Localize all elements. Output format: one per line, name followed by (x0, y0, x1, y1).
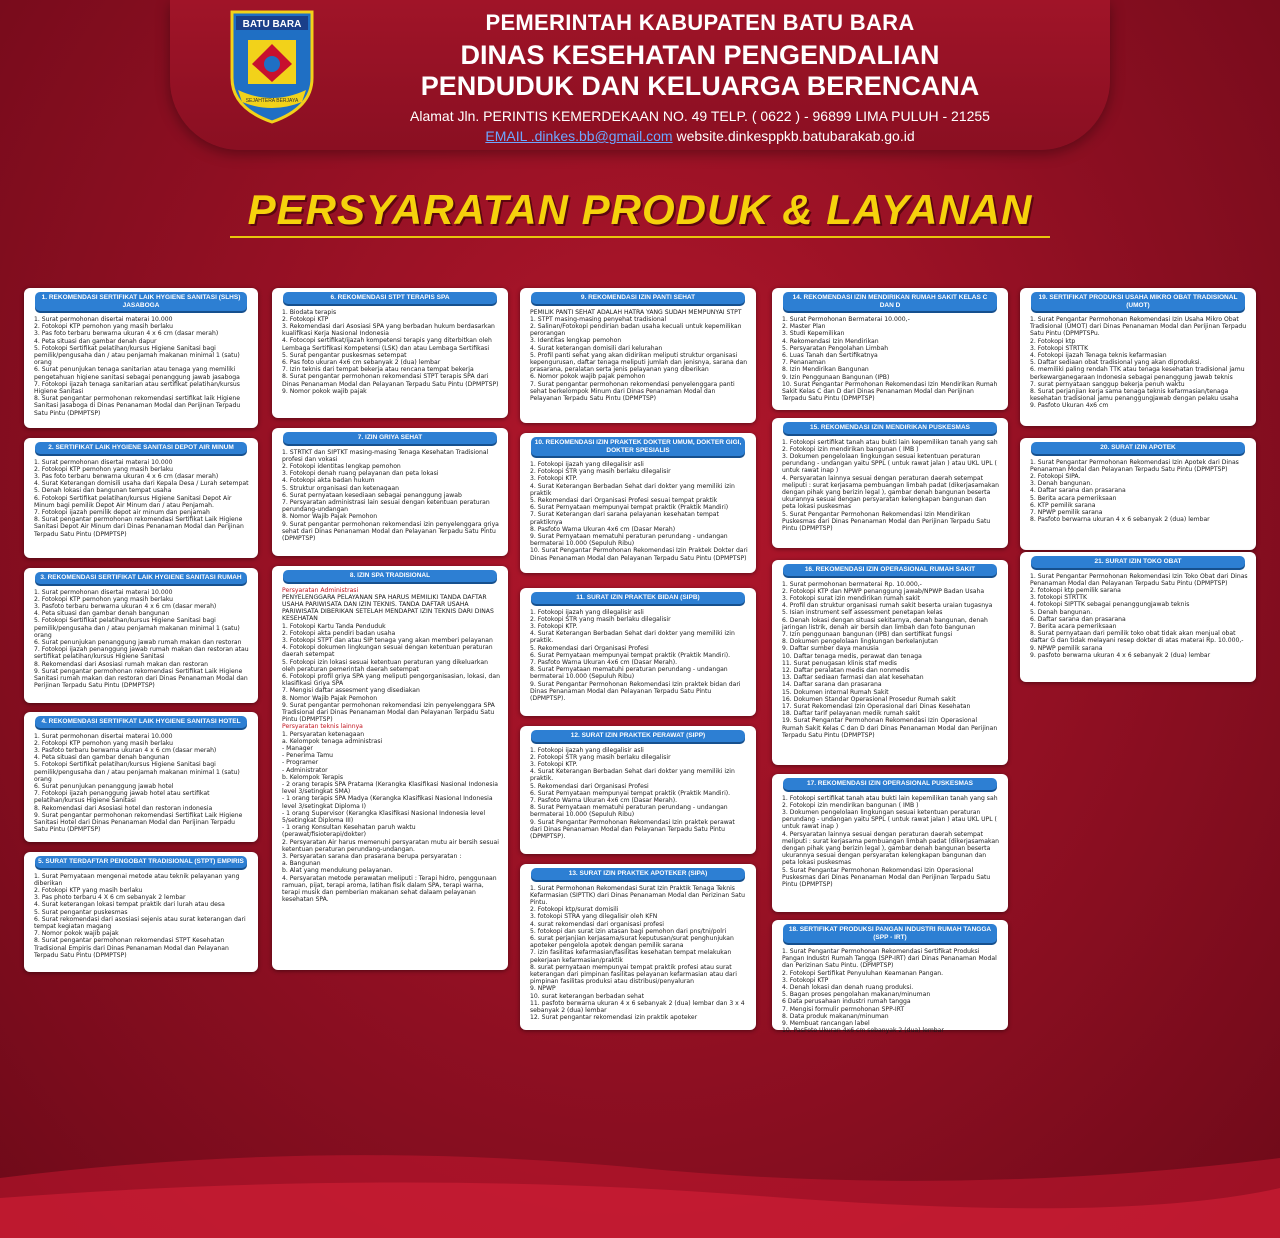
requirement-item: 6. Surat pernyataan kesediaan sebagai penanggung jawab (282, 491, 462, 499)
requirement-item: 1. Surat Permohonan Bermaterai 10.000,- (782, 316, 910, 323)
requirement-item: 8. Surat pengantar permohonan rekomendasi sertifikat laik Higiene Sanitasi Jasaboga di Dinas Penanaman Modal dan Perijinan Terpadu Satu Pintu (DPMPTSP) (34, 395, 241, 417)
requirement-item: 3. Pasfoto terbaru berwarna ukuran 4 x 6 cm (dasar merah) (34, 602, 217, 610)
card-requirements (272, 447, 508, 547)
requirement-item: 11. Surat penugasan klinis staf medis (782, 659, 897, 667)
requirement-item: - Administrator (282, 766, 328, 774)
requirement-item: a. Kelompok tenaga administrasi (282, 737, 383, 745)
card-requirements (520, 883, 756, 1026)
requirement-item: Persyaratan Administrasi (282, 586, 359, 594)
requirement-item: 16. Dokumen Standar Operasional Prosedur Rumah sakit (782, 695, 956, 703)
requirement-item: 2. Fotokopi STR yang masih berlaku dilegalisir (530, 615, 671, 623)
card-title: 17. REKOMENDASI IZIN OPERASIONAL PUSKESMAS (783, 778, 997, 790)
card-requirements (24, 314, 258, 421)
requirement-item: 9. NPWP (530, 985, 556, 993)
requirement-item: 4. Persyaratan lainnya sesuai dengan peraturan daerah setempat meliputi : surat kerjasama pembuangan limbah padat (dikerjasamakan dengan pihak yang berizin legal ), gambar denah bangunan beserta ukurannya sesuai dengan persyaratan kelengkapan bangunan dan peta lokasi puskesmas (782, 474, 999, 511)
card-requirements (272, 585, 508, 908)
requirement-item: 3. Fotokopi KTP. (530, 760, 578, 768)
card-15 (772, 418, 1008, 548)
requirement-item: 1. Fotokopi ijazah yang dilegalisir asli (530, 461, 644, 468)
requirement-item: - 2 orang terapis SPA Pratama (Kerangka Klasifikasi Nasional Indonesia level 3/setingkat SMA) (282, 780, 498, 796)
requirement-item: 5. Surat pengantar puskesmas (34, 908, 128, 916)
card-title: 10. REKOMENDASI IZIN PRAKTEK DOKTER UMUM, DOKTER GIGI, DOKTER SPESIALIS (531, 437, 745, 456)
card-title: 18. SERTIFIKAT PRODUKSI PANGAN INDUSTRI RUMAH TANGGA (SPP - IRT) (783, 924, 997, 943)
requirement-item: 2. Fotokopi KTP pemohon yang masih berlaku (34, 323, 174, 331)
requirement-item: 2. fotokopi ktp pemilik sarana (1030, 586, 1121, 594)
card-requirements (772, 793, 1008, 893)
requirement-item: 10. surat keterangan berbadan sehat (530, 992, 644, 1000)
requirement-item: 8. Data produk makanan/minuman (782, 1012, 889, 1020)
requirement-item: 7. Pasfoto Warna Ukuran 4x6 cm (Dasar Merah). (530, 658, 678, 666)
requirement-item: 8. Surat Pernyataan mematuhi peraturan perundang - undangan bermaterai 10.000 (Sepuluh Ribu) (530, 804, 728, 819)
requirement-item: 3. fotokopi STRTTK (1030, 594, 1087, 602)
requirement-item: - 1 orang Supervisor (Kerangka Klasifikasi Nasional Indonesia level 5/setingkat Diploma III) (282, 809, 486, 824)
requirement-item: 7. NPWP pemilik sarana (1030, 508, 1103, 516)
card-requirements (772, 437, 1008, 537)
card-title: 12. SURAT IZIN PRAKTEK PERAWAT (SIPP) (531, 730, 745, 742)
requirement-item: 6. Daftar sarana dan prasarana (1030, 615, 1126, 623)
requirement-item: 8. Dokumen pengelolaan lingkungan berkelanjutan (782, 638, 938, 646)
requirement-item: a. Bangunan (282, 860, 321, 868)
requirement-item: 6. Surat penunjukan penanggung jawab hotel (34, 782, 174, 790)
requirement-item: 2. Fotokopi KTP dan NPWP penanggung jawab/NPWP Badan Usaha (782, 587, 985, 595)
card-title: 16. REKOMENDASI IZIN OPERASIONAL RUMAH SAKIT (783, 564, 997, 576)
card-title: 2. SERTIFIKAT LAIK HYGIENE SANITASI DEPOT AIR MINUM (35, 442, 247, 454)
card-requirements (1020, 314, 1256, 414)
requirement-item: 6. Pas foto ukuran 4x6 cm sebanyak 2 (dua) lembar (282, 358, 441, 366)
requirement-item: 7. surat pernyataan sanggup bekerja penuh waktu (1030, 380, 1185, 388)
requirement-item: 17. Surat Rekomendasi Izin Operasional dari Dinas Kesehatan (782, 702, 971, 710)
requirement-item: 15. Dokumen internal Rumah Sakit (782, 688, 889, 696)
requirement-item: 1. Surat Pengantar Permohonan Rekomendasi Izin Toko Obat dari Dinas Penanaman Modal dan Pelayanan Terpadu Satu Pintu (DPMPTSP) (1030, 572, 1248, 587)
requirement-item: b. Kelompok Terapis (282, 773, 344, 781)
requirement-item: 6. Surat rekomendasi dari asosiasi sejenis atau surat keterangan dari tempat kegiatan magang (34, 915, 246, 930)
requirement-item: 7. Fotokopi ijazah tenaga sanitarian atau sertifikat pelatihan/kursus Higiene Sanitasi (34, 380, 240, 396)
requirement-item: 8. Nomor Wajib Pajak Pemohon (282, 513, 378, 521)
requirement-item: 8. Izin Mendirikan Bangunan (782, 366, 869, 374)
requirement-item: 1. Surat permohonan bermaterai Rp. 10.000,- (782, 580, 922, 588)
requirement-item: 9. pasfoto berwarna ukuran 4 x 6 sebanyak 2 (dua) lembar (1030, 651, 1211, 659)
requirement-item: 5. Persyaratan Pengolahan Limbah (782, 344, 889, 352)
card-1 (24, 288, 258, 428)
requirement-item: 6. Fotokopi Sertifikat pelatihan/kursus Higiene Sanitasi Depot Air Minum bagi pemilik Depot Air Minum dan / atau Penjamah. (34, 494, 232, 509)
card-requirements (520, 745, 756, 845)
requirement-item: 9. NPWP pemilik sarana (1030, 644, 1103, 652)
requirement-item: 10. Daftar tenaga medis, perawat dan tenaga (782, 652, 922, 660)
requirement-item: 2. Fotokopi KTP (282, 315, 329, 323)
requirement-item: - Manager (282, 744, 313, 752)
requirement-item: PEMILIK PANTI SEHAT ADALAH HATRA YANG SUDAH MEMPUNYAI STPT (530, 308, 742, 316)
requirement-item: 8. Rekomendasi dari Asosiasi hotel dan restoran indonesia (34, 804, 213, 812)
requirement-item: 1. Surat Pengantar Permohonan Rekomendasi Sertifikat Produksi Pangan Industri Rumah Tangga (SPP-IRT) dari Dinas Penanaman Modal dan Perizinan Satu Pintu. (DPMPTSP) (782, 948, 997, 970)
requirement-item: 1. Fotokopi sertifikat tanah atau bukti lain kepemilikan tanah yang sah (782, 794, 998, 802)
card-requirements (1020, 457, 1256, 528)
requirement-item: 6. Surat Pernyataan mempunyai tempat praktik (Praktik Mandiri) (530, 504, 729, 512)
requirement-item: 9. Pasfoto Ukuran 4x6 cm (1030, 402, 1109, 410)
requirement-item: 1. Surat Permohonan Rekomendasi Surat Izin Praktik Tenaga Teknis Kefarmasian (SIPTTK) dari Dinas Penanaman Modal dan Perizinan Satu Pintu. (530, 884, 746, 906)
requirement-item: 2. Master Plan (782, 323, 826, 331)
requirement-item: 2. Fotokopi STR yang masih berlaku dilegalisir (530, 468, 671, 476)
requirement-item: 9. Nomor pokok wajib pajak (282, 387, 367, 395)
requirement-item: 6. Surat Pernyataan mempunyai tempat praktik (Praktik Mandiri). (530, 789, 731, 797)
requirement-item: 4. Fotokopi akta badan hukum (282, 477, 375, 485)
requirement-item: 3. Pas foto terbaru berwarna ukuran 4 x 6 cm (dasar merah) (34, 472, 219, 480)
requirement-item: 11. pasfoto berwarna ukuran 4 x 6 sebanyak 2 (dua) lembar dan 3 x 4 sebanyak 2 (dua) lembar (530, 999, 745, 1014)
requirement-item: 18. Daftar tarif pelayanan medik rumah sakit (782, 710, 920, 718)
svg-text:BATU BARA: BATU BARA (242, 19, 302, 30)
requirement-item: 7. Pasfoto Warna Ukuran 4x6 cm (Dasar Merah). (530, 796, 678, 804)
requirement-item: 3. Fotokopi STPT dan atau SIP tenaga yang akan memberi pelayanan (282, 636, 493, 644)
requirement-item: 9. Surat pengantar permohonan rekomendasi izin penyelenggara griya sehat dari Dinas Penanaman Modal dan Pelayanan Terpadu Satu Pintu (DPMPTSP) (282, 520, 499, 542)
decorative-wave (0, 1118, 1280, 1238)
card-requirements (24, 731, 258, 838)
requirement-item: 12. Surat pengantar rekomendasi izin praktik apoteker (530, 1014, 698, 1022)
header-address: Alamat Jln. PERINTIS KEMERDEKAAN NO. 49 TELP. ( 0622 ) - 96899 LIMA PULUH - 21255 (410, 108, 990, 124)
requirement-item: 7. Berita acara pemeriksaan (1030, 622, 1117, 630)
requirement-item: 10. Surat Pengantar Permohonan Rekomendasi Izin Mendirikan Rumah Sakit Kelas C dan D dari Dinas Penanaman Modal dan Perijinan Terpadu Satu Pintu (DPMPTSP) (782, 380, 998, 403)
requirement-item: 9. Surat Pengantar Permohonan Rekomendasi Izin praktek perawat dari Dinas Penanaman Modal dan Pelayanan Terpadu Satu Pintu (DPMPTSP). (530, 818, 735, 840)
card-title: 15. REKOMENDASI IZIN MENDIRIKAN PUSKESMAS (783, 422, 997, 434)
requirement-item: 5. Struktur organisasi dan ketenagaan (282, 484, 399, 492)
card-title: 20. SURAT IZIN APOTEK (1031, 442, 1245, 454)
card-title: 7. IZIN GRIYA SEHAT (283, 432, 497, 444)
requirement-item: 5. Fotokopi Sertifikat pelatihan/kursus Higiene Sanitasi bagi pemilik/pengusaha dan / atau penjamah makanan minimal 1 (satu) orang (34, 761, 240, 783)
requirement-item: 4. Persyaratan metode perawatan meliputi : Terapi hidro, penggunaan ramuan, pijat, terapi aroma, latihan fisik dalam SPA, terapi warna, terapi musik dan pemberian makanan sehat dalaam pelayanan kesehatan SPA. (282, 874, 497, 904)
card-title: 11. SURAT IZIN PRAKTEK BIDAN (SIPB) (531, 592, 745, 604)
requirement-item: 5. Berita acara pemeriksaan (1030, 494, 1117, 502)
requirement-item: 3. Fotokopi KTP. (530, 622, 578, 630)
header-contact (380, 128, 1020, 144)
requirement-item: 9. Surat pengantar permohonan rekomendasi izin penyelenggara SPA Tradisional dari Dinas Penanaman Modal dan Pelayanan Terpadu Satu Pintu (DPMPTSP) (282, 701, 495, 724)
requirement-item: 2. Fotokopi ktp (1030, 337, 1076, 345)
header-agency-name (400, 40, 1000, 102)
requirement-item: 5. Surat Pengantar Permohonan Rekomendasi Izin Operasional Puskesmas dari Dinas Penanaman Modal dan Perijinan Terpadu Satu Pintu (DPMPTSP) (782, 866, 991, 888)
requirement-item: 5. Surat pengantar puskesmas setempat (282, 351, 407, 359)
requirement-item: 7. Izin teknis dari tempat bekerja atau rencana tempat bekerja (282, 366, 474, 374)
requirement-item: 5. Denah bangunan. (1030, 608, 1093, 616)
requirement-item: 1. Fotokopi ijazah yang dilegalisir asli (530, 608, 644, 616)
requirement-item: 6 Data perusahaan industri rumah tangga (782, 998, 911, 1006)
requirement-item: 13. Daftar sediaan farmasi dan alat kesehatan (782, 674, 924, 682)
card-title: 3. REKOMENDASI SERTIFIKAT LAIK HYGIENE SANITASI RUMAH (35, 572, 247, 584)
requirement-item: 4. surat rekomendasi dari organisasi profesi (530, 920, 664, 928)
requirement-item: 5. Fotokopi Sertifikat pelatihan/kursus Higiene Sanitasi bagi pemilik/pengusaha dan / atau penjamah makanan minimal 1 (satu) orang (34, 617, 240, 639)
requirement-item: 2. Fotokopi izin mendirikan bangunan ( IMB ) (782, 801, 919, 809)
card-14 (772, 288, 1008, 410)
card-title: 6. REKOMENDASI STPT TERAPIS SPA (283, 292, 497, 304)
requirement-item: 4. Peta situasi dan gambar denah dapur (34, 337, 157, 345)
requirement-item: 5. Rekomendasi dari Organisasi Profesi (530, 782, 649, 790)
requirement-item: 3. Fotokopi KTP (782, 976, 829, 984)
requirement-item: 5. Denah lokasi dan bangunan tempat usaha (34, 487, 172, 495)
requirement-item: 1. Surat Pernyataan mengenai metode atau teknik pelayanan yang diberikan (34, 872, 240, 887)
requirement-item: 3. Dokumen pengelolaan lingkungan sesuai ketentuan peraturan perundang - undangan yaitu SPPL ( untuk rawat jalan ) atau UKL UPL ( untuk rawat inap ) (782, 452, 997, 475)
requirement-item: - Penerima Tamu (282, 752, 334, 760)
requirement-item: 7. Fotokopi ijazah penanggung jawab rumah makan dan restoran atau sertifikat pelatihan/kursus Higiene Sanitasi (34, 646, 249, 661)
requirement-item: 2. Fotokopi identitas lengkap pemohon (282, 462, 401, 470)
requirement-item: 1. Surat permohonan disertai materai 10.000 (34, 588, 173, 596)
requirement-item: 4. fotokopi SIPTTK sebagai penanggungjawab teknis (1030, 601, 1190, 609)
requirement-item: 2. Fotokopi KTP yang masih berlaku (34, 886, 143, 894)
requirement-item: 3. Pas foto terbaru berwarna ukuran 4 x 6 cm (dasar merah) (34, 330, 219, 338)
requirement-item: 3. Fotokopi surat izin mendirikan rumah sakit (782, 594, 921, 602)
card-20 (1020, 438, 1256, 550)
requirement-item: 1. Surat Pengantar Permohonan Rekomendasi Izin Usaha Mikro Obat Tradisional (UMOT) dari Dinas Penanaman Modal dan Perijinan Terpadu Satu Pintu (DPMPTSPu. (1030, 316, 1247, 338)
requirement-item: 9. Surat pengantar permohonan rekomendasi Sertifikat Laik Higiene Sanitasi rumah makan dan restoran dari Dinas Penanaman Modal dan Perijinan Terpadu Satu Pintu (DPMPTSP) (34, 667, 248, 690)
card-requirements (1020, 571, 1256, 663)
requirement-item: 5. fotokopi dan surat izin atasan bagi pemohon dari pns/tni/polri (530, 927, 727, 935)
requirement-item: 4. Fotokopi dokumen lingkungan sesuai dengan ketentuan peraturan daerah setempat (282, 644, 493, 659)
card-requirements (24, 587, 258, 694)
requirement-item: 12. Daftar peralatan medis dan nonmedis (782, 666, 910, 674)
requirement-item: 6. Nomor pokok wajib pajak pemohon (530, 373, 646, 381)
requirement-item: 1. STPT masing-masing penyehat tradisional (530, 315, 667, 323)
card-6 (272, 288, 508, 418)
website-text: website.dinkesppkb.batubarakab.go.id (676, 128, 915, 144)
card-17 (772, 774, 1008, 912)
card-title: 5. SURAT TERDAFTAR PENGOBAT TRADISIONAL (STPT) EMPIRIS (35, 856, 247, 868)
requirement-item: 5. Isian instrument self assessment penetapan kelas (782, 609, 943, 617)
requirement-item: 5. Bagan proses pengolahan makanan/minuman (782, 991, 931, 999)
requirement-item: 7. Nomor pokok wajib pajak (34, 930, 119, 938)
requirement-item: 3. Pasfoto terbaru berwarna ukuran 4 x 6 cm (dasar merah) (34, 746, 217, 754)
requirement-item: 7. Surat Keterangan dari sarana pelayanan kesehatan tempat praktiknya (530, 511, 719, 526)
requirement-item: 1. STRTKT dan SIPTKT masing-masing Tenaga Kesehatan Tradisional profesi dan vokasi (282, 448, 489, 463)
card-requirements (772, 946, 1008, 1038)
card-title: 21. SURAT IZIN TOKO OBAT (1031, 556, 1245, 568)
requirement-item: 2. Fotokopi akta pendiri badan usaha (282, 629, 396, 637)
header-agency-line2: PENDUDUK DAN KELUARGA BERENCANA (420, 71, 980, 101)
requirement-item: Persyaratan teknis lainnya (282, 723, 363, 731)
card-requirements (24, 457, 258, 542)
card-7 (272, 428, 508, 556)
requirement-item: 4. Denah lokasi dan denah ruang produksi. (782, 984, 914, 992)
requirement-item: 4. Surat Keterangan Berbadan Sehat dari dokter yang memiliki izin praktik. (530, 630, 735, 645)
requirement-item: 2. Fotokopi ktp/surat domisili (530, 906, 619, 914)
requirement-item: 4. Surat Keterangan Berbadan Sehat dari dokter yang memiliki izin praktik (530, 482, 735, 497)
requirement-item: 14. Daftar sarana dan prasarana (782, 681, 882, 689)
requirement-item: 2. Fotokopi KTP pemohon yang masih berlaku (34, 595, 174, 603)
requirement-item: - Programer (282, 759, 319, 767)
requirement-item: 8. Pasfoto Warna Ukuran 4x6 cm (Dasar Merah) (530, 525, 676, 533)
card-title: 4. REKOMENDASI SERTIFIKAT LAIK HYGIENE SANITASI HOTEL (35, 716, 247, 728)
requirement-item: 3. Studi Kepemilikan (782, 330, 845, 338)
card-4 (24, 712, 258, 842)
requirement-item: 3. Dokumen pengelolaan lingkungan sesuai ketentuan peraturan perundang - undangan yaitu SPPL ( untuk rawat jalan ) atau UKL UPL ( untuk rawat inap ) (782, 808, 997, 831)
requirement-item: 3. Denah bangunan. (1030, 480, 1093, 488)
requirement-item: 8. Pasfoto berwarna ukuran 4 x 6 sebanyak 2 (dua) lembar (1030, 516, 1210, 524)
requirement-item: 8. Surat pengantar permohonan rekomendasi STPT Kesehatan Tradisional Empiris dari Dinas Penanaman Modal dan Pelayanan Terpadu Satu Pintu (DPMPTSP) (34, 937, 229, 959)
requirement-item: 3. Pas photo terbaru 4 X 6 cm sebanyak 2 lembar (34, 894, 186, 902)
requirement-item: 3. Rekomendasi dari Asosiasi SPA yang berbadan hukum berdasarkan kualifikasi Kerja Nasional Indonesia (282, 322, 495, 338)
requirement-item: 4. Profil dan struktur organisasi rumah sakit beserta uraian tugasnya (782, 602, 993, 610)
requirement-item: 9. Surat pengantar permohonan rekomendasi Sertifikat Laik Higiene Sanitasi Hotel dari Dinas Penanaman Modal dan Perijinan Terpadu Satu Pintu (DPMPTSP) (34, 811, 243, 834)
requirement-item: 8. Surat pernyataan dari pemilik toko obat tidak akan menjual obat daftar G dan tidak melayani resep dokter di atas materai Rp. 10.000,- (1030, 630, 1244, 645)
card-title: 13. SURAT IZIN PRAKTEK APOTEKER (SIPA) (531, 868, 745, 880)
requirement-item: 7. Fotokopi ijazah penanggung jawab hotel atau sertifikat pelatihan/kursus Higiene Sanitasi (34, 790, 210, 805)
svg-text:SEJAHTERA BERJAYA: SEJAHTERA BERJAYA (245, 98, 299, 104)
requirement-item: 8. surat pernyataan mempunyai tempat praktik profesi atau surat keterangan dari pimpinan fasilitas pelayanan kefarmasian atau dari pimpinan fasilitas produksi atau distribusi/penyaluran (530, 963, 737, 986)
card-21 (1020, 552, 1256, 682)
title-underline (230, 236, 1050, 238)
requirement-item: 7. izin fasilitas kefarmasian/fasilitas kesehatan tempat melakukan pekerjaan kefarmasian/praktik (530, 949, 732, 964)
requirement-item: 5. Rekomendasi dari Organisasi Profesi sesuai tempat praktik (530, 497, 718, 505)
header-agency-line1: DINAS KESEHATAN PENGENDALIAN (460, 40, 940, 70)
requirement-item: 2. Fotokopi Sertifikat Penyuluhan Keamanan Pangan. (782, 969, 944, 977)
requirement-item: 5. Fotokopi izin lokasi sesuai ketentuan peraturan yang dikeluarkan oleh peraturan pemerintah daerah setempat (282, 658, 488, 673)
requirement-item: 6. memiliki paling rendah TTK atau tenaga kesehatan tradisional jamu berkewarganegaraan Indonesia sebagai penanggung jawab teknis (1030, 366, 1245, 381)
requirement-item: 2. Fotokopi STR yang masih berlaku dilegalisir (530, 753, 671, 761)
requirement-item: b. Alat yang mendukung pelayanan. (282, 867, 393, 875)
card-title: 1. REKOMENDASI SERTIFIKAT LAIK HYGIENE SANITASI (SLHS) JASABOGA (35, 292, 247, 311)
requirement-item: 4. Daftar sarana dan prasarana (1030, 487, 1126, 495)
requirement-item: 1. Fotokopi sertifikat tanah atau bukti lain kepemilikan tanah yang sah (782, 438, 998, 446)
requirement-item: 6. Surat penunjukan penanggung jawab rumah makan dan restoran (34, 638, 242, 646)
page-title: PERSYARATAN PRODUK & LAYANAN (247, 186, 1033, 233)
requirement-item: 3. fotokopi STRA yang dilegalisir oleh KFN (530, 913, 658, 921)
requirement-item: 10. PasFoto Ukuran 4x6 cm sebanyak 2 (dua) lembar (782, 1027, 944, 1035)
card-5 (24, 852, 258, 972)
requirement-item: 7. Izin penggunaan bangunan (IPB) dan sertifikat fungsi (782, 630, 953, 638)
card-title: 8. IZIN SPA TRADISIONAL (283, 570, 497, 582)
requirement-item: 7. Mengisi daftar assesment yang disediakan (282, 687, 420, 695)
requirement-item: 1. Fotokopi ijazah yang dilegalisir asli (530, 746, 644, 754)
requirement-item: 5. Surat Pengantar Permohonan Rekomendasi Izin Mendirikan Puskesmas dari Dinas Penanaman Modal dan Perijinan Terpadu Satu Pintu (DPMPTSP) (782, 510, 991, 532)
requirement-item: 8. Surat Pernyataan mematuhi peraturan perundang - undangan bermaterai 10.000 (Sepuluh Ribu) (530, 666, 728, 681)
requirement-item: 5. Profil panti sehat yang akan didirikan meliputi struktur organisasi kepengurusan, daftar tenaga meliputi jumlah dan jenisnya, sarana dan prasarana, peralatan serta jenis pelayanan yang diberikan (530, 351, 748, 374)
card-11 (520, 588, 756, 716)
batu-bara-logo (228, 8, 316, 126)
requirement-item: 2. Salinan/Fotokopi pendirian badan usaha kecuali untuk kepemilikan perorangan (530, 322, 742, 338)
requirement-item: 3. Fotokopi KTP. (530, 475, 578, 483)
requirement-item: 4. Fotokopi ijazah Tenaga teknis kefarmasian (1030, 352, 1167, 360)
requirement-item: 4. Rekomendasi Izin Mendirikan (782, 337, 879, 345)
requirement-item: 4. Peta situasi dan gambar denah bangunan (34, 754, 170, 762)
requirement-item: 7. Penanaman (782, 359, 826, 367)
requirement-item: 9. Daftar sumber daya manusia (782, 645, 879, 653)
requirement-item: 1. Fotokopi Kartu Tanda Penduduk (282, 622, 386, 630)
card-requirements (520, 607, 756, 707)
requirement-item: 6. Fotokopi profil griya SPA yang meliputi pengorganisasian, lokasi, dan klasifikasi Griya SPA (282, 672, 500, 688)
card-8 (272, 566, 508, 970)
card-19 (1020, 288, 1256, 426)
requirement-item: 7. Surat pengantar permohonan rekomendasi penyelenggara panti sehat berkelompok Minum dari Dinas Penanaman Modal dan Pelayanan Terpadu Satu Pintu (DPMPTSP) (530, 380, 735, 402)
requirement-item: 2. Persyaratan Air harus memenuhi persyaratan mutu air bersih sesuai ketentuan peraturan perundang-undangan. (282, 838, 499, 853)
requirement-item: 19. Surat Pengantar Permohonan Rekomendasi Izin Operasional Rumah Sakit Kelas C dan D dari Dinas Penanaman Modal dan Perijinan Terpadu Satu Pintu (DPMPTSP) (782, 717, 998, 739)
card-2 (24, 438, 258, 558)
requirement-item: 4. Surat Keterangan domisili usaha dari Kepala Desa / Lurah setempat (34, 480, 249, 488)
header-government-name: PEMERINTAH KABUPATEN BATU BARA (485, 10, 915, 35)
requirement-item: 6. Surat penunjukan tenaga sanitarian atau tenaga yang memiliki pengetahuan higiene sanitasi sebagai penanggung jawab jasaboga (34, 366, 240, 381)
card-title: 9. REKOMENDASI IZIN PANTI SEHAT (531, 292, 745, 304)
requirement-item: - 1 orang Konsultan Kesehatan paruh waktu (perawat/fisioterapi/dokter) (282, 824, 416, 839)
requirement-item: 3. Fotokopi denah ruang pelayanan dan peta lokasi (282, 470, 439, 478)
requirement-item: 7. Fotokopi ijazah pemilik depot air minum dan penjamah (34, 508, 210, 516)
requirement-item: 5. Rekomendasi dari Organisasi Profesi (530, 644, 649, 652)
requirement-item: 2. Fotokopi KTP pemohon yang masih berlaku (34, 465, 174, 473)
requirement-item: 1. Surat permohonan disertai materai 10.000 (34, 458, 173, 466)
requirement-item: 7. Persyaratan administrasi lain sesuai dengan ketentuan peraturan perundang-undangan (282, 498, 490, 514)
card-requirements (272, 307, 508, 399)
requirement-item: 3. Identitas lengkap pemohon (530, 337, 622, 345)
requirement-item: 4. Surat Keterangan Berbadan Sehat dari dokter yang memiliki izin praktik. (530, 768, 735, 783)
card-requirements (772, 314, 1008, 406)
requirement-item: 4. Fotocopi sertifikat/ijazah kompetensi terapis yang diterbitkan oleh Lembaga Sertifikasi Kompetensi (LSK) dan atau Lembaga Sertifikasi (282, 337, 492, 352)
requirement-item: 6. Surat Pernyataan mempunyai tempat praktik (Praktik Mandiri). (530, 651, 731, 659)
requirement-item: 10. Surat Pengantar Permohonan Rekomendasi Izin Praktek Dokter dari Dinas Penanaman Modal dan Pelayanan Terpadu Satu Pintu (DPMPTSP) (530, 547, 748, 562)
requirement-item: 2. Fotokopi SIPA. (1030, 472, 1081, 480)
requirement-item: 3. Persyaratan sarana dan prasarana berupa persyaratan : (282, 853, 462, 861)
requirement-item: 2. Fotokopi izin mendirikan bangunan ( IMB ) (782, 445, 919, 453)
card-13 (520, 864, 756, 1030)
card-3 (24, 568, 258, 703)
requirement-item: 8. Nomor Wajib Pajak Pemohon (282, 694, 378, 702)
requirement-item: 9. Membuat rancangan label (782, 1020, 870, 1028)
card-9 (520, 288, 756, 423)
requirement-item: 9. Izin Penggunaan Bangunan (IPB) (782, 373, 890, 381)
requirement-item: 1. Surat Pengantar Permohonan Rekomendasi Izin Apotek dari Dinas Penanaman Modal dan Pelayanan Terpadu Satu Pintu (DPMPTSP) (1030, 458, 1239, 473)
requirement-item: 6. Denah lokasi dengan situasi sekitarnya, denah bangunan, denah jaringan listrik, denah air bersih dan limbah dan foto bangunan (782, 616, 988, 631)
requirement-item: 7. Mengisi formulir permohonan SPP-IRT (782, 1005, 905, 1013)
requirement-item: 1. Persyaratan ketenagaan (282, 730, 365, 738)
requirement-item: 6. Luas Tanah dan Sertifikatnya (782, 352, 878, 360)
requirement-item: 3. Fotokopi STRTTK (1030, 344, 1089, 352)
requirement-item: 1. Surat permohonan disertai materai 10.000 (34, 732, 173, 740)
card-requirements (520, 459, 756, 566)
card-16 (772, 560, 1008, 765)
card-10 (520, 433, 756, 573)
requirement-item: 2. Fotokopi KTP pemohon yang masih berlaku (34, 739, 174, 747)
requirement-item: 4. Surat keterangan lokasi tempat praktik dari lurah atau desa (34, 901, 225, 909)
requirement-item: PENYELENGGARA PELAYANAN SPA HARUS MEMILIKI TANDA DAFTAR USAHA PARIWISATA DAN IZIN TEKNIS. TANDA DAFTAR USAHA PARIWISATA DIBERIKAN SETELAH MENDAPAT IZIN TEKNIS DARI DINAS KESEHATAN (282, 593, 494, 623)
requirement-item: 4. Persyaratan lainnya sesuai dengan peraturan daerah setempat meliputi : surat kerjasama pembuangan limbah padat (dikerjasamakan dengan pihak yang berizin legal ), gambar denah bangunan beserta ukurannya sesuai dengan persyaratan kelengkapan bangunan dan peta lokasi puskesmas (782, 830, 999, 867)
requirement-item: 8. Surat perjanjian kerja sama tenaga teknis kefarmasian/tenaga kesehatan tradisional jamu penanggungjawab dengan pelaku usaha (1030, 388, 1239, 403)
requirement-item: 1. Surat permohonan disertai materai 10.000 (34, 316, 173, 323)
requirement-item: 4. Peta situasi dan gambar denah bangunan (34, 610, 170, 618)
requirement-item: - 1 orang terapis SPA Madya (Kerangka Klasifikasi Nasional Indonesia level 3/setingkat Diploma I) (282, 795, 493, 810)
requirement-item: 6. surat perjanjian kerjasama/surat keputusan/surat penghunjukan apoteker pengelola apotek dengan pemilik sarana (530, 934, 734, 950)
card-title: 19. SERTIFIKAT PRODUKSI USAHA MIKRO OBAT TRADISIONAL (UMOT) (1031, 292, 1245, 311)
requirement-item: 9. Surat Pengantar Permohonan Rekomendasi Izin praktek bidan dari Dinas Penanaman Modal dan Pelayanan Terpadu Satu Pintu (DPMPTSP). (530, 680, 741, 702)
requirement-item: 6. KTP pemilik sarana (1030, 501, 1096, 509)
card-requirements (772, 579, 1008, 743)
requirement-item: 8. Surat pengantar permohonan rekomendasi STPT terapis SPA dari Dinas Penanaman Modal dan Pelayanan Terpadu Satu Pintu (DPMPTSP) (282, 373, 499, 388)
requirement-item: 4. Surat keterangan domisili dari kelurahan (530, 344, 663, 352)
requirement-item: 5. Daftar sediaan obat tradisional yang akan diproduksi. (1030, 359, 1202, 367)
requirement-item: 9. Surat Pernyataan mematuhi peraturan perundang - undangan bermaterai 10.000 (Sepuluh Ribu) (530, 533, 728, 548)
card-18 (772, 920, 1008, 1035)
requirement-item: 8. Surat pengantar permohonan rekomendasi Sertifikat Laik Higiene Sanitasi Depot Air Minum dari Dinas Penanaman Modal dan Perijinan Terpadu Satu Pintu (DPMPTSP) (34, 516, 244, 538)
card-requirements (24, 871, 258, 963)
card-title: 14. REKOMENDASI IZIN MENDIRIKAN RUMAH SAKIT KELAS C DAN D (783, 292, 997, 311)
requirement-item: 5. Fotokopi Sertifikat pelatihan/kursus Higiene Sanitasi bagi pemilik/pengusaha dan / atau penjamah makanan minimal 1 (satu) orang (34, 344, 240, 367)
card-requirements (520, 307, 756, 407)
email-link[interactable]: EMAIL .dinkes.bb@gmail.com (485, 128, 673, 144)
requirement-item: 8. Rekomendasi dari Asosiasi rumah makan dan restoran (34, 660, 209, 668)
requirement-item: 1. Biodata terapis (282, 308, 337, 316)
card-12 (520, 726, 756, 854)
